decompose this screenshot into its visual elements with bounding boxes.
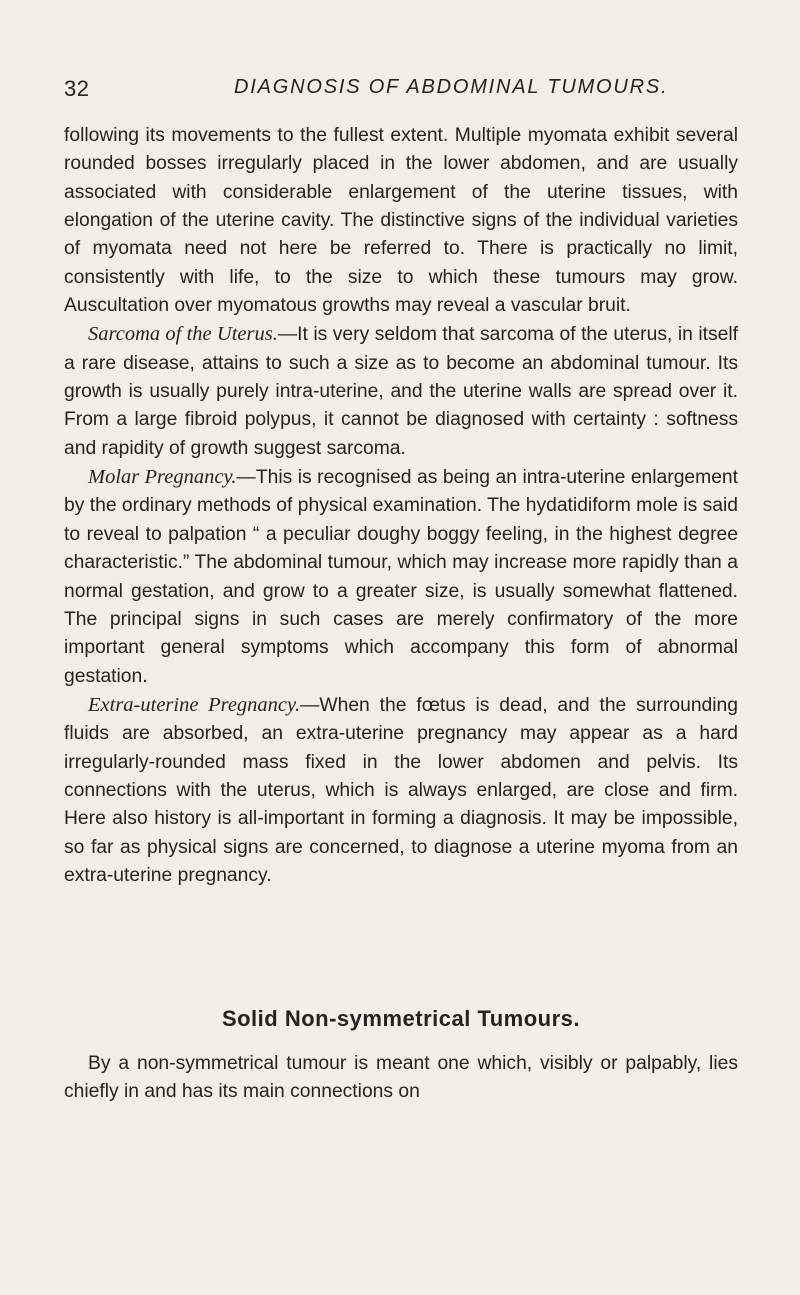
paragraph-non-symmetrical bbox=[64, 1050, 738, 1107]
paragraph-text: following its movements to the fullest extent. Multiple myomata exhibit several rounded bosses irregularly placed in the lower abdomen, and are usually associated with considerable enlargement of the uterine tissues, with elongation of the uterine cavity. The distinctive signs of the individual varieties of myomata need not here be referred to. There is practically no limit, consistently with life, to the size to which these tumours may grow. Auscultation over myomatous growths may reveal a vascular bruit. bbox=[64, 125, 738, 317]
section-heading: Solid Non-symmetrical Tumours. bbox=[221, 1006, 581, 1031]
paragraph-sarcoma bbox=[64, 320, 738, 463]
subsection-heading-extra-uterine: Extra-uterine Pregnancy. bbox=[88, 693, 301, 716]
paragraph-myomata bbox=[64, 122, 738, 320]
subsection-heading-molar-pregnancy: Molar Pregnancy. bbox=[88, 466, 237, 489]
paragraph-text: —When the fœtus is dead, and the surrounding fluids are absorbed, an extra-uterine pregnancy may appear as a hard irregularly-rounded mass fixed in the lower abdomen and pelvis. Its connections with the uterus, which is always enlarged, are close and firm. Here also history is all-important in forming a diagnosis. It may be impossible, so far as physical signs are concerned, to diagnose a uterine myoma from an extra-uterine pregnancy. bbox=[64, 694, 738, 886]
paragraph-text: By a non-symmetrical tumour is meant one which, visibly or palpably, lies chiefly in and has its main connections on bbox=[64, 1053, 738, 1103]
paragraph-extra-uterine-pregnancy bbox=[64, 691, 738, 890]
subsection-heading-sarcoma: Sarcoma of the Uterus. bbox=[88, 323, 278, 346]
section-text bbox=[64, 1050, 738, 1107]
page-number: 32 bbox=[64, 76, 90, 101]
running-title: DIAGNOSIS OF ABDOMINAL TUMOURS. bbox=[234, 76, 669, 98]
running-head bbox=[64, 76, 736, 106]
paragraph-text: —It is very seldom that sarcoma of the uterus, in itself a rare disease, attains to such a size as to become an abdominal tumour. Its growth is usually purely intra-uterine, and the uterine walls are spread over it. From a large fibroid polypus, it cannot be diagnosed with certainty : softness and rapidity of growth suggest sarcoma. bbox=[64, 324, 738, 459]
paragraph-molar-pregnancy bbox=[64, 463, 738, 691]
body-text bbox=[64, 122, 738, 890]
paragraph-text: —This is recognised as being an intra-uterine enlargement by the ordinary methods of physical examination. The hydatidiform mole is said to reveal to palpation “ a peculiar doughy boggy feeling, in the highest degree characteristic.” The abdominal tumour, which may increase more rapidly than a normal gestation, and grow to a greater size, is usually somewhat flattened. The principal signs in such cases are merely confirmatory of the more important general symptoms which accompany this form of abnormal gestation. bbox=[64, 467, 739, 687]
